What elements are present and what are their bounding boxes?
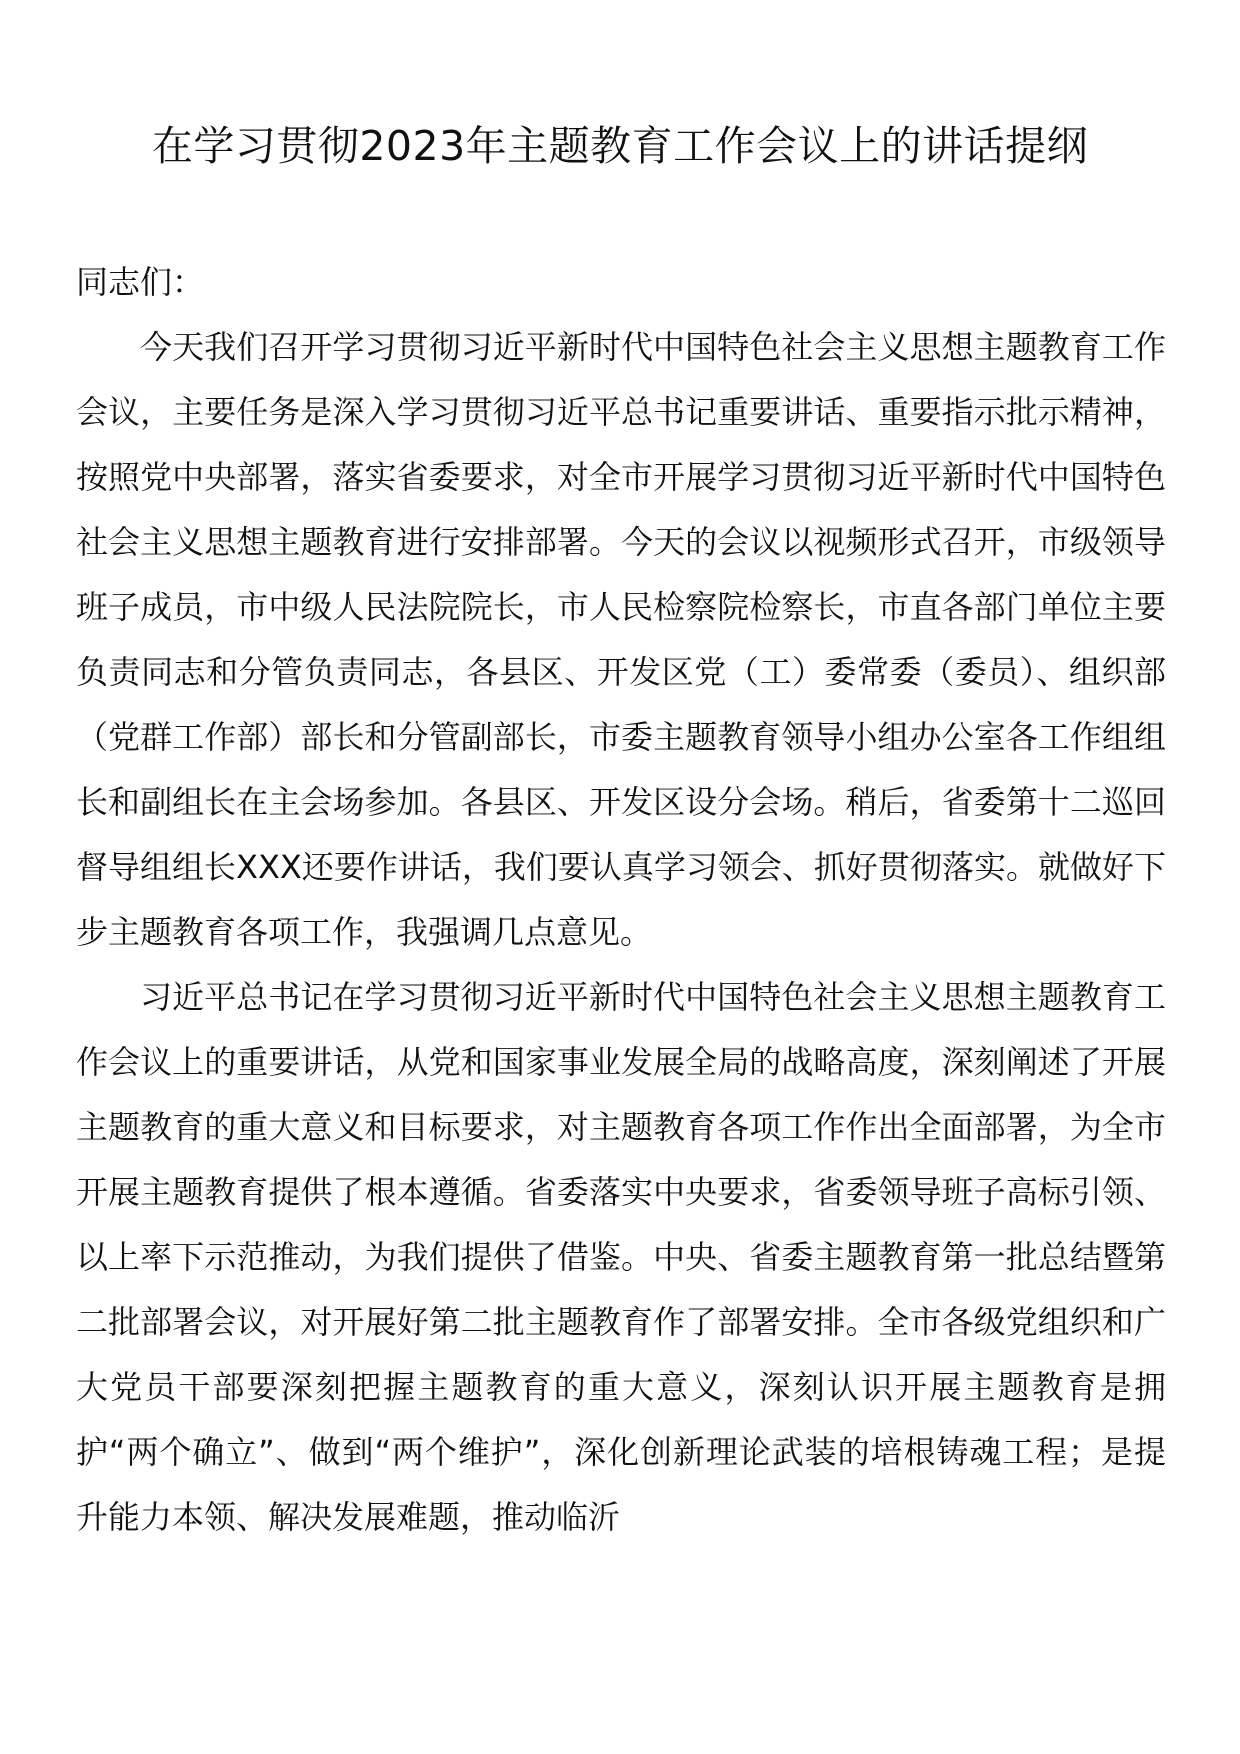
document-title: 在学习贯彻2023年主题教育工作会议上的讲话提纲 xyxy=(151,122,1089,170)
paragraph-opening: 今天我们召开学习贯彻习近平新时代中国特色社会主义思想主题教育工作会议，主要任务是深入学习贯彻习近平总书记重要讲话、重要指示批示精神，按照党中央部署，落实省委要求，对全市开展学习贯彻习近平新时代中国特色社会主义思想主题教育进行安排部署。今天的会议以视频形式召开，市级领导班子成员，市中级人民法院院长，市人民检察院检察长，市直各部门单位主要负责同志和分管负责同志，各县区、开发区党（工）委常委（委员）、组织部（党群工作部）部长和分管副部长，市委主题教育领导小组办公室各工作组组长和副组长在主会场参加。各县区、开发区设分会场。稍后，省委第十二巡回督导组组长XXX还要作讲话，我们要认真学习领会、抓好贯彻落实。就做好下步主题教育各项工作，我强调几点意见。 xyxy=(76,328,1166,951)
salutation: 同志们： xyxy=(76,263,205,301)
document-body xyxy=(76,250,1166,1550)
paragraph-significance: 习近平总书记在学习贯彻习近平新时代中国特色社会主义思想主题教育工作会议上的重要讲话，从党和国家事业发展全局的战略高度，深刻阐述了开展主题教育的重大意义和目标要求，对主题教育各项工作作出全面部署，为全市开展主题教育提供了根本遵循。省委落实中央要求，省委领导班子高标引领、以上率下示范推动，为我们提供了借鉴。中央、省委主题教育第一批总结暨第二批部署会议，对开展好第二批主题教育作了部署安排。全市各级党组织和广大党员干部要深刻把握主题教育的重大意义，深刻认识开展主题教育是拥护“两个确立”、做到“两个维护”，深化创新理论武装的培根铸魂工程；是提升能力本领、解决发展难题，推动临沂 xyxy=(76,978,1166,1536)
